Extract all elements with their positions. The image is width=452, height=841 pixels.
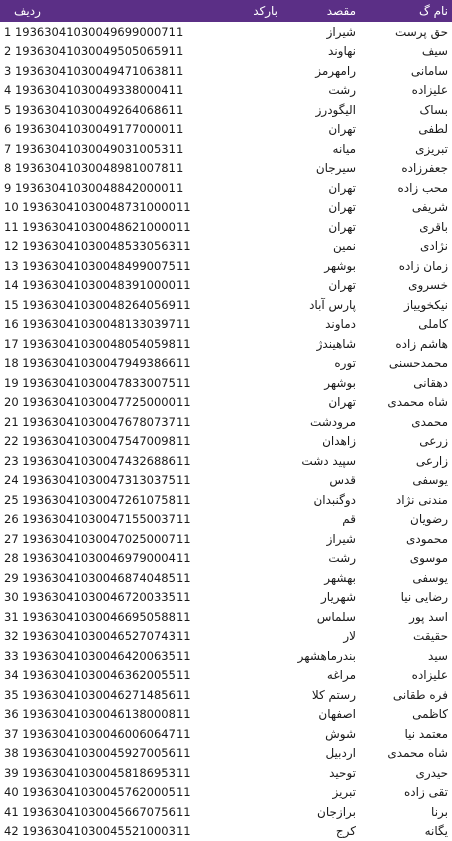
- cell-barcode: [222, 490, 282, 510]
- table-row[interactable]: [0, 139, 452, 159]
- cell-row-number-barcode: 15 19363041030048264056911: [0, 295, 222, 315]
- cell-destination: برازجان: [282, 802, 360, 822]
- cell-destination: سلماس: [282, 607, 360, 627]
- cell-name: شاه محمدی: [360, 393, 452, 413]
- cell-barcode: [222, 61, 282, 81]
- cell-row-number-barcode: 7 19363041030049031005311: [0, 139, 222, 159]
- cell-name: محب زاده: [360, 178, 452, 198]
- cell-row-number-barcode: 13 19363041030048499007511: [0, 256, 222, 276]
- cell-destination: میانه: [282, 139, 360, 159]
- cell-row-number-barcode: 30 19363041030046720033511: [0, 588, 222, 608]
- cell-destination: شیراز: [282, 529, 360, 549]
- cell-name: دهقانی: [360, 373, 452, 393]
- cell-barcode: [222, 549, 282, 569]
- cell-name: جعفرزاده: [360, 159, 452, 179]
- cell-row-number-barcode: 14 19363041030048391000011: [0, 276, 222, 296]
- cell-barcode: [222, 22, 282, 42]
- cell-name: تبریزی: [360, 139, 452, 159]
- cell-name: اسد پور: [360, 607, 452, 627]
- table-row[interactable]: [0, 178, 452, 198]
- cell-destination: توره: [282, 354, 360, 374]
- cell-barcode: [222, 373, 282, 393]
- cell-row-number-barcode: 11 19363041030048621000011: [0, 217, 222, 237]
- cell-barcode: [222, 607, 282, 627]
- cell-name: تقی زاده: [360, 783, 452, 803]
- cell-destination: نمین: [282, 237, 360, 257]
- cell-row-number-barcode: 32 19363041030046527074311: [0, 627, 222, 647]
- row-header-label: ردیف: [14, 4, 41, 18]
- cell-row-number-barcode: 24 19363041030047313037511: [0, 471, 222, 491]
- table-row[interactable]: [0, 217, 452, 237]
- cell-row-number-barcode: 3 19363041030049471063811: [0, 61, 222, 81]
- cell-barcode: [222, 412, 282, 432]
- cell-destination: رامهرمز: [282, 61, 360, 81]
- cell-destination: قدس: [282, 471, 360, 491]
- cell-name: یوسفی: [360, 568, 452, 588]
- cell-destination: دماوند: [282, 315, 360, 335]
- cell-row-number-barcode: 26 19363041030047155003711: [0, 510, 222, 530]
- table-row[interactable]: [0, 432, 452, 452]
- cell-row-number-barcode: 8 19363041030048981007811: [0, 159, 222, 179]
- table-row[interactable]: [0, 607, 452, 627]
- cell-row-number-barcode: 22 19363041030047547009811: [0, 432, 222, 452]
- cell-row-number-barcode: 39 19363041030045818695311: [0, 763, 222, 783]
- cell-barcode: [222, 178, 282, 198]
- cell-name: رضایی نیا: [360, 588, 452, 608]
- table-row[interactable]: [0, 744, 452, 764]
- cell-row-number-barcode: 35 19363041030046271485611: [0, 685, 222, 705]
- cell-name: معتمد نیا: [360, 724, 452, 744]
- cell-name: زرعی: [360, 432, 452, 452]
- cell-barcode: [222, 334, 282, 354]
- cell-destination: زاهدان: [282, 432, 360, 452]
- table-row[interactable]: [0, 451, 452, 471]
- cell-row-number-barcode: 4 19363041030049338000411: [0, 81, 222, 101]
- table-row[interactable]: [0, 529, 452, 549]
- cell-row-number-barcode: 38 19363041030045927005611: [0, 744, 222, 764]
- cell-barcode: [222, 568, 282, 588]
- cell-barcode: [222, 198, 282, 218]
- cell-barcode: [222, 744, 282, 764]
- cell-barcode: [222, 705, 282, 725]
- cell-row-number-barcode: 27 19363041030047025000711: [0, 529, 222, 549]
- cell-row-number-barcode: 31 19363041030046695058811: [0, 607, 222, 627]
- cell-destination: سپید دشت: [282, 451, 360, 471]
- cell-barcode: [222, 81, 282, 101]
- cell-name: بساک: [360, 100, 452, 120]
- cell-row-number-barcode: 28 19363041030046979000411: [0, 549, 222, 569]
- cell-barcode: [222, 159, 282, 179]
- cell-destination: اصفهان: [282, 705, 360, 725]
- cell-row-number-barcode: 5 19363041030049264068611: [0, 100, 222, 120]
- cell-destination: اردبیل: [282, 744, 360, 764]
- cell-barcode: [222, 471, 282, 491]
- table-row[interactable]: [0, 276, 452, 296]
- cell-barcode: [222, 42, 282, 62]
- cell-destination: سیرجان: [282, 159, 360, 179]
- cell-destination: لار: [282, 627, 360, 647]
- cell-barcode: [222, 315, 282, 335]
- cell-name: حقیقت: [360, 627, 452, 647]
- table-row[interactable]: [0, 490, 452, 510]
- cell-destination: رستم کلا: [282, 685, 360, 705]
- table-row[interactable]: [0, 334, 452, 354]
- cell-destination: پارس آباد: [282, 295, 360, 315]
- cell-name: کاظمی: [360, 705, 452, 725]
- table-header: [0, 0, 452, 22]
- cell-destination: توحید: [282, 763, 360, 783]
- table-row[interactable]: [0, 412, 452, 432]
- cell-barcode: [222, 588, 282, 608]
- cell-barcode: [222, 510, 282, 530]
- table-row[interactable]: [0, 685, 452, 705]
- cell-row-number-barcode: 12 19363041030048533056311: [0, 237, 222, 257]
- cell-name: حق پرست: [360, 22, 452, 42]
- table-row[interactable]: [0, 237, 452, 257]
- cell-destination: بهشهر: [282, 568, 360, 588]
- cell-destination: شاهیندژ: [282, 334, 360, 354]
- cell-barcode: [222, 627, 282, 647]
- cell-destination: نهاوند: [282, 42, 360, 62]
- cell-destination: رشت: [282, 549, 360, 569]
- table-row[interactable]: [0, 81, 452, 101]
- cell-destination: تهران: [282, 276, 360, 296]
- table-row[interactable]: [0, 393, 452, 413]
- cell-destination: الیگودرز: [282, 100, 360, 120]
- cell-name: خسروی: [360, 276, 452, 296]
- table-row[interactable]: [0, 256, 452, 276]
- cell-row-number-barcode: 42 19363041030045521000311: [0, 822, 222, 841]
- column-header-name[interactable]: نام گ: [360, 0, 452, 22]
- cell-name: حیدری: [360, 763, 452, 783]
- cell-barcode: [222, 100, 282, 120]
- cell-barcode: [222, 256, 282, 276]
- cell-destination: قم: [282, 510, 360, 530]
- table-row[interactable]: [0, 588, 452, 608]
- cell-destination: شهریار: [282, 588, 360, 608]
- cell-name: سید: [360, 646, 452, 666]
- cell-row-number-barcode: 33 19363041030046420063511: [0, 646, 222, 666]
- cell-barcode: [222, 802, 282, 822]
- table-row[interactable]: [0, 22, 452, 42]
- cell-row-number-barcode: 41 19363041030045667075611: [0, 802, 222, 822]
- cell-name: برنا: [360, 802, 452, 822]
- cell-barcode: [222, 666, 282, 686]
- cell-name: کاملی: [360, 315, 452, 335]
- cell-row-number-barcode: 34 19363041030046362005511: [0, 666, 222, 686]
- cell-barcode: [222, 529, 282, 549]
- table-row[interactable]: [0, 646, 452, 666]
- table-row[interactable]: [0, 763, 452, 783]
- cell-row-number-barcode: 1 19363041030049699000711: [0, 22, 222, 42]
- cell-destination: تهران: [282, 393, 360, 413]
- table-row[interactable]: [0, 373, 452, 393]
- cell-name: زمان زاده: [360, 256, 452, 276]
- cell-row-number-barcode: 9 19363041030048842000011: [0, 178, 222, 198]
- cell-row-number-barcode: 40 19363041030045762000511: [0, 783, 222, 803]
- cell-destination: بندرماهشهر: [282, 646, 360, 666]
- cell-name: هاشم زاده: [360, 334, 452, 354]
- cell-barcode: [222, 724, 282, 744]
- cell-name: باقری: [360, 217, 452, 237]
- cell-destination: دوگنبدان: [282, 490, 360, 510]
- table-body: [0, 22, 452, 841]
- cell-destination: تهران: [282, 217, 360, 237]
- cell-destination: کرج: [282, 822, 360, 841]
- cell-row-number-barcode: 29 19363041030046874048511: [0, 568, 222, 588]
- column-header-barcode[interactable]: بارکد: [222, 0, 282, 22]
- cell-barcode: [222, 822, 282, 841]
- cell-destination: تهران: [282, 198, 360, 218]
- cell-destination: تهران: [282, 178, 360, 198]
- table-row[interactable]: [0, 822, 452, 841]
- cell-destination: تبریز: [282, 783, 360, 803]
- cell-barcode: [222, 763, 282, 783]
- cell-row-number-barcode: 21 19363041030047678073711: [0, 412, 222, 432]
- table-row[interactable]: [0, 510, 452, 530]
- cell-name: موسوی: [360, 549, 452, 569]
- cell-destination: شوش: [282, 724, 360, 744]
- cell-name: سامانی: [360, 61, 452, 81]
- table-row[interactable]: [0, 568, 452, 588]
- cell-name: یوسفی: [360, 471, 452, 491]
- table-row[interactable]: [0, 100, 452, 120]
- table-row[interactable]: [0, 549, 452, 569]
- cell-barcode: [222, 783, 282, 803]
- cell-name: رضویان: [360, 510, 452, 530]
- cell-barcode: [222, 237, 282, 257]
- cell-barcode: [222, 393, 282, 413]
- cell-destination: مرودشت: [282, 412, 360, 432]
- cell-barcode: [222, 354, 282, 374]
- cell-row-number-barcode: 19 19363041030047833007511: [0, 373, 222, 393]
- cell-barcode: [222, 276, 282, 296]
- cell-name: مندنی نژاد: [360, 490, 452, 510]
- cell-destination: بوشهر: [282, 256, 360, 276]
- cell-destination: رشت: [282, 81, 360, 101]
- cell-name: فره طقانی: [360, 685, 452, 705]
- cell-destination: مراغه: [282, 666, 360, 686]
- cell-name: شاه محمدی: [360, 744, 452, 764]
- cell-barcode: [222, 685, 282, 705]
- cell-name: لطفی: [360, 120, 452, 140]
- cell-row-number-barcode: 6 19363041030049177000011: [0, 120, 222, 140]
- table-row[interactable]: [0, 120, 452, 140]
- table-row[interactable]: [0, 315, 452, 335]
- table-row[interactable]: [0, 802, 452, 822]
- table-row[interactable]: [0, 783, 452, 803]
- table-row[interactable]: [0, 295, 452, 315]
- column-header-row[interactable]: [0, 0, 222, 22]
- cell-barcode: [222, 139, 282, 159]
- table-row[interactable]: [0, 354, 452, 374]
- cell-name: محمودی: [360, 529, 452, 549]
- cell-name: نژادی: [360, 237, 452, 257]
- cell-barcode: [222, 295, 282, 315]
- cell-row-number-barcode: 2 19363041030049505065911: [0, 42, 222, 62]
- table-row[interactable]: [0, 724, 452, 744]
- cell-name: یگانه: [360, 822, 452, 841]
- table-row[interactable]: [0, 61, 452, 81]
- cell-destination: بوشهر: [282, 373, 360, 393]
- cell-row-number-barcode: 23 19363041030047432688611: [0, 451, 222, 471]
- cell-name: محمدی: [360, 412, 452, 432]
- table-row[interactable]: [0, 471, 452, 491]
- cell-row-number-barcode: 16 19363041030048133039711: [0, 315, 222, 335]
- cell-row-number-barcode: 20 19363041030047725000011: [0, 393, 222, 413]
- cell-barcode: [222, 120, 282, 140]
- column-header-destination[interactable]: مقصد: [282, 0, 360, 22]
- cell-barcode: [222, 646, 282, 666]
- cell-row-number-barcode: 18 19363041030047949386611: [0, 354, 222, 374]
- table-row[interactable]: [0, 705, 452, 725]
- table-row[interactable]: [0, 198, 452, 218]
- table-row[interactable]: [0, 42, 452, 62]
- cell-name: علیزاده: [360, 81, 452, 101]
- cell-name: شریفی: [360, 198, 452, 218]
- cell-barcode: [222, 217, 282, 237]
- cell-row-number-barcode: 25 19363041030047261075811: [0, 490, 222, 510]
- cell-barcode: [222, 451, 282, 471]
- cell-name: نیکخوییاز: [360, 295, 452, 315]
- cell-row-number-barcode: 37 19363041030046006064711: [0, 724, 222, 744]
- cell-name: زارعی: [360, 451, 452, 471]
- cell-barcode: [222, 432, 282, 452]
- cell-destination: تهران: [282, 120, 360, 140]
- cell-name: سیف: [360, 42, 452, 62]
- table-row[interactable]: [0, 159, 452, 179]
- table-row[interactable]: [0, 627, 452, 647]
- cell-row-number-barcode: 36 19363041030046138000811: [0, 705, 222, 725]
- cell-row-number-barcode: 10 19363041030048731000011: [0, 198, 222, 218]
- cell-destination: شیراز: [282, 22, 360, 42]
- table-row[interactable]: [0, 666, 452, 686]
- cell-name: علیزاده: [360, 666, 452, 686]
- cell-name: محمدحسنی: [360, 354, 452, 374]
- cell-row-number-barcode: 17 19363041030048054059811: [0, 334, 222, 354]
